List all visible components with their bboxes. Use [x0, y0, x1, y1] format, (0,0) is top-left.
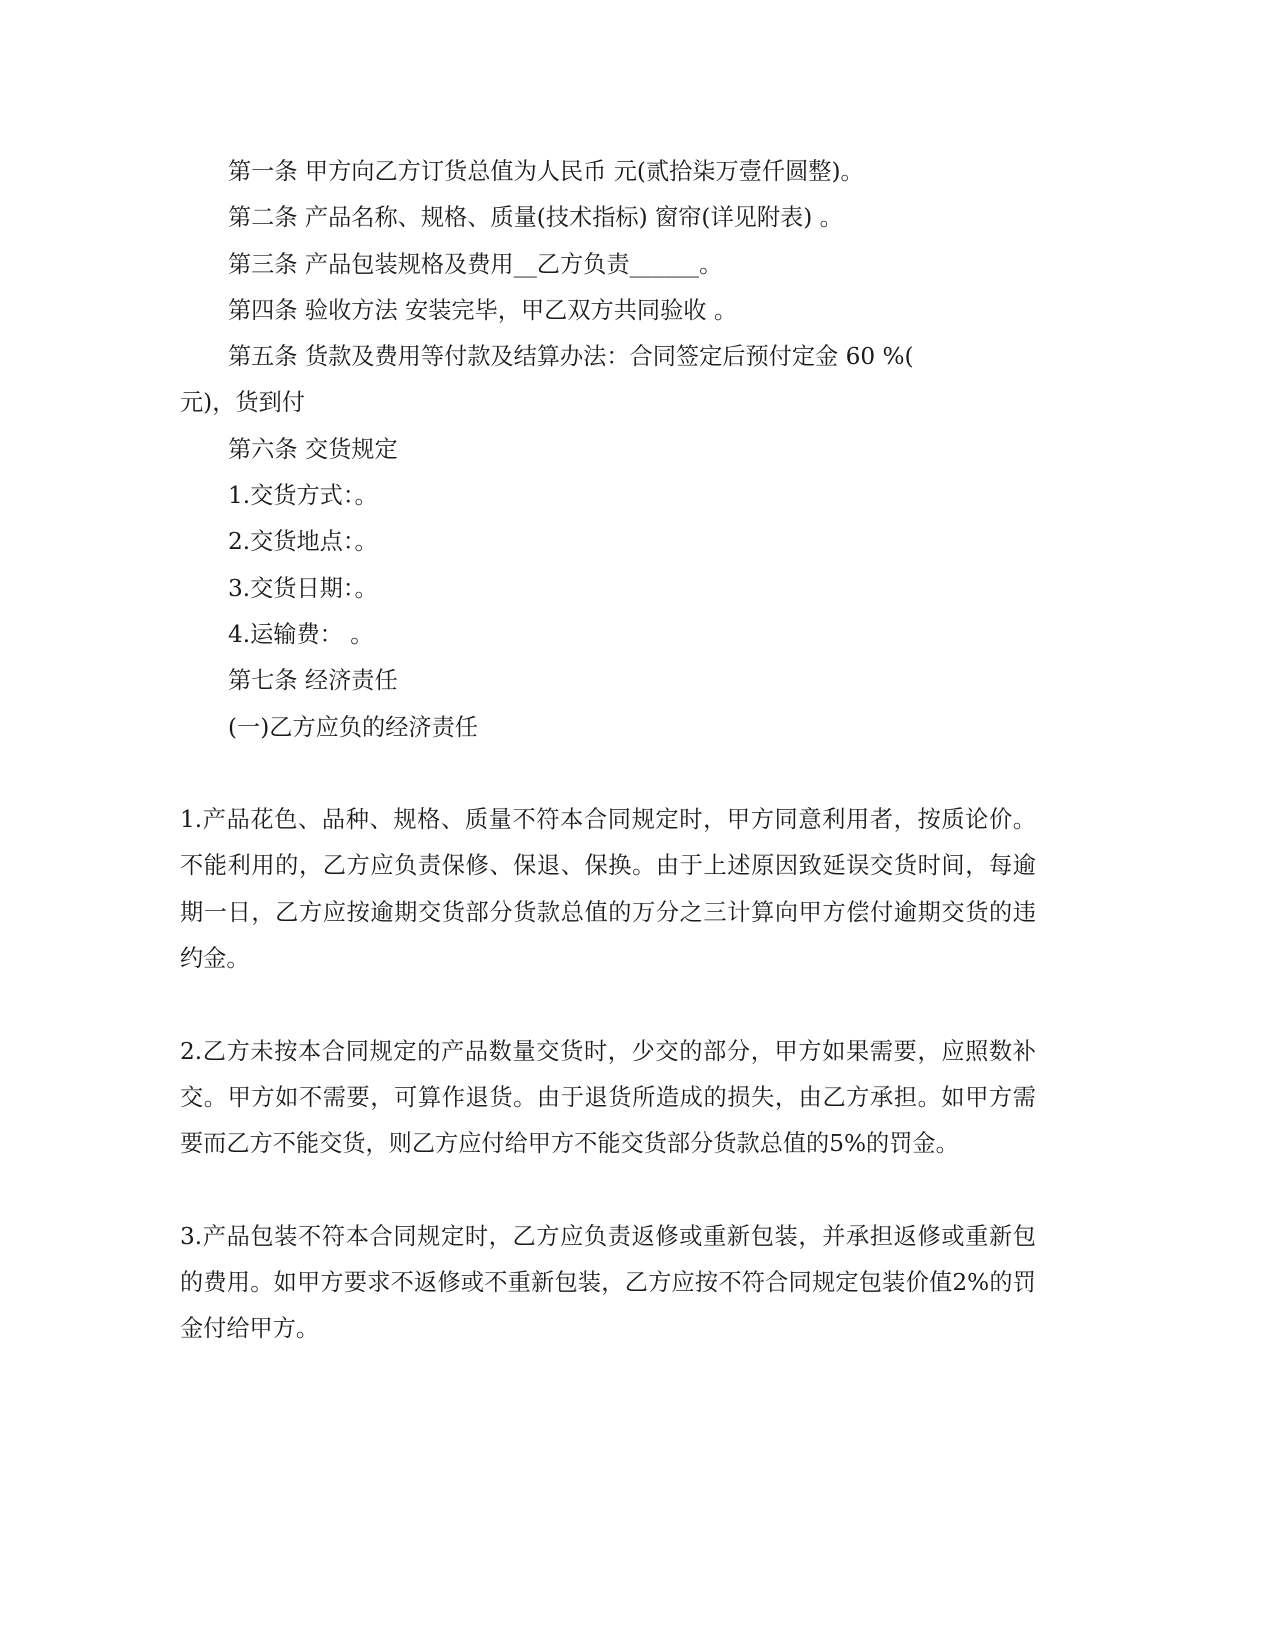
clause-line: 1.产品花色、品种、规格、质量不符本合同规定时，甲方同意利用者，按质论价。: [180, 806, 1036, 834]
liability-clause-3: [180, 1214, 1036, 1353]
clause-line: 3.产品包装不符本合同规定时，乙方应负责返修或重新包装，并承担返修或重新包: [180, 1222, 1036, 1250]
clause-line: 期一日，乙方应按逾期交货部分货款总值的万分之三计算向甲方偿付逾期交货的违: [180, 898, 1036, 926]
article-5: [180, 334, 1036, 427]
clause-line: 不能利用的，乙方应负责保修、保退、保换。由于上述原因致延误交货时间，每逾: [180, 852, 1036, 880]
article-6-heading: 第六条 交货规定: [228, 435, 398, 463]
delivery-item-location: 2.交货地点：。: [228, 528, 378, 556]
clause-line: 交。甲方如不需要，可算作退货。由于退货所造成的损失，由乙方承担。如甲方需: [180, 1083, 1036, 1111]
article-5-line: 第五条 货款及费用等付款及结算办法：合同签定后预付定金 60 %(: [228, 343, 914, 371]
paragraph-spacer: [180, 751, 1036, 797]
liability-clause-2: [180, 1029, 1036, 1168]
article-7-subheading: (一)乙方应负的经济责任: [228, 713, 478, 741]
article-6: [180, 427, 1036, 658]
article-4: 第四条 验收方法 安装完毕，甲乙双方共同验收 。: [228, 296, 738, 324]
article-1: 第一条 甲方向乙方订货总值为人民币 元(贰拾柒万壹仟圆整)。: [228, 158, 864, 185]
clause-line: 的费用。如甲方要求不返修或不重新包装，乙方应按不符合同规定包装价值2%的罚: [180, 1269, 1036, 1297]
paragraph-spacer: [180, 1168, 1036, 1214]
article-7: [180, 658, 1036, 1352]
clause-line: 2.乙方未按本合同规定的产品数量交货时，少交的部分，甲方如果需要，应照数补: [180, 1037, 1036, 1065]
clause-line: 约金。: [180, 945, 250, 973]
article-3: 第三条 产品包装规格及费用__乙方负责______。: [228, 250, 723, 278]
clause-line: 要而乙方不能交货，则乙方应付给甲方不能交货部分货款总值的5%的罚金。: [180, 1130, 959, 1158]
delivery-item-method: 1.交货方式：。: [228, 482, 378, 510]
paragraph-spacer: [180, 982, 1036, 1028]
contract-body: [180, 149, 1036, 1353]
liability-clause-1: [180, 797, 1036, 982]
delivery-item-freight: 4.运输费： 。: [228, 620, 374, 648]
clause-line: 金付给甲方。: [180, 1315, 320, 1343]
article-7-heading: 第七条 经济责任: [228, 667, 398, 695]
article-5-line: 元)，货到付: [180, 389, 305, 417]
article-2: 第二条 产品名称、规格、质量(技术指标) 窗帘(详见附表) 。: [228, 204, 843, 232]
delivery-item-date: 3.交货日期：。: [228, 574, 378, 602]
